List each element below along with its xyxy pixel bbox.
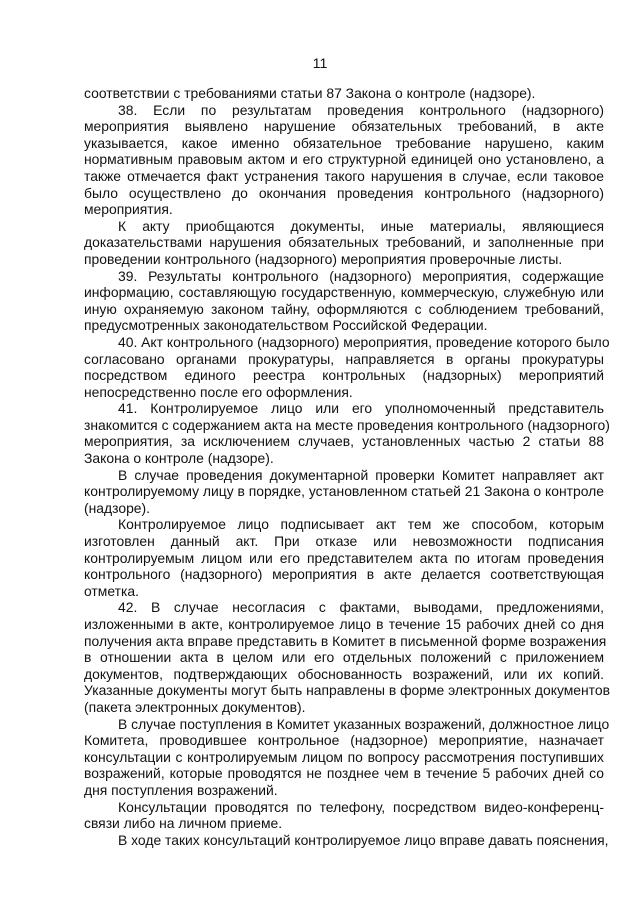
text-line: изложенными в акте, контролируемое лицо в течение 15 рабочих дней со дня (84, 616, 604, 632)
text-line: консультации с контролируемым лицом по вопросу рассмотрения поступивших (84, 748, 604, 765)
text-line: мероприятия. (84, 201, 173, 218)
text-line: проведении контрольного (надзорного) мероприятия проверочные листы. (84, 250, 563, 267)
text-line: мероприятия, за исключением случаев, установленных частью 2 статьи 88 (84, 433, 604, 450)
text-line: согласовано органами прокуратуры, направляется в органы прокуратуры (84, 350, 604, 367)
text-line: изготовлен данный акт. При отказе или невозможности подписания (84, 533, 604, 550)
text-line: 41. Контролируемое лицо или его уполномоченный представитель (118, 400, 604, 417)
text-line: посредством единого реестра контрольных (надзорных) мероприятий (84, 367, 604, 384)
text-line: В случае проведения документарной проверки Комитет направляет акт (118, 466, 604, 483)
text-line: мероприятия выявлено нарушение обязательных требований, в акте (84, 118, 604, 135)
text-line: также отмечается факт устранения такого нарушения в случае, если таковое (84, 167, 604, 184)
text-line: 42. В случае несогласия с фактами, выводами, предложениями, (118, 599, 604, 616)
text-line: было осуществлено до окончания проведения контрольного (надзорного) (84, 184, 604, 201)
text-line: Комитета, проводившее контрольное (надзорное) мероприятие, назначает (84, 732, 604, 749)
text-line: нормативным правовым актом и его структурной единицей оно установлено, а (84, 151, 604, 168)
text-line: непосредственно после его оформления. (84, 383, 353, 400)
text-line: знакомится с содержанием акта на месте проведения контрольного (надзорного) (84, 416, 610, 433)
text-line: иную охраняемую законом тайну, оформляются с соблюдением требований, (84, 300, 604, 317)
text-line: (пакета электронных документов). (84, 698, 306, 715)
document-body (84, 85, 610, 848)
text-line: 39. Результаты контрольного (надзорного) мероприятия, содержащие (118, 267, 604, 284)
text-line: предусмотренных законодательством Российской Федерации. (84, 317, 488, 334)
text-line: Указанные документы могут быть направлены в форме электронных документов (84, 682, 610, 699)
text-line: информацию, составляющую государственную, коммерческую, служебную или (84, 284, 604, 301)
text-line: Контролируемое лицо подписывает акт тем же способом, которым (118, 516, 604, 533)
text-line: контрольного (надзорного) мероприятия в акте делается соответствующая (84, 566, 604, 583)
text-line: отметка. (84, 582, 139, 599)
text-line: контролируемым лицом или его представителем акта по итогам проведения (84, 549, 604, 566)
text-line: Консультации проводятся по телефону, посредством видео-конференц- (118, 798, 604, 815)
text-line: (надзоре). (84, 499, 151, 516)
text-line: получения акта вправе представить в Комитет в письменной форме возражения (84, 632, 607, 649)
text-line: дня поступления возражений. (84, 781, 278, 798)
text-line: связи либо на личном приеме. (84, 815, 283, 832)
text-line: документов, подтверждающих обоснованность возражений, или их копий. (84, 665, 604, 682)
text-line: 40. Акт контрольного (надзорного) мероприятия, проведение которого было (118, 333, 610, 350)
text-line: Закона о контроле (надзоре). (84, 450, 274, 467)
text-line: возражений, которые проводятся не позднее чем в течение 5 рабочих дней со (84, 765, 604, 782)
text-line: контролируемому лицу в порядке, установленном статьей 21 Закона о контроле (84, 483, 604, 500)
text-line: соответствии с требованиями статьи 87 Закона о контроле (надзоре). (84, 85, 536, 101)
text-line: доказательствами нарушения обязательных требований, и заполненные при (84, 234, 604, 251)
text-line: указывается, какое именно обязательное требование нарушено, каким (84, 134, 604, 151)
text-line: В случае поступления в Комитет указанных возражений, должностное лицо (118, 715, 610, 732)
text-line: В ходе таких консультаций контролируемое лицо вправе давать пояснения, (118, 831, 609, 848)
text-line: в отношении акта в целом или его отдельных положений с приложением (84, 649, 604, 666)
text-line: К акту приобщаются документы, иные материалы, являющиеся (118, 217, 604, 234)
text-line: 38. Если по результатам проведения контрольного (надзорного) (118, 101, 604, 118)
page-number: 11 (312, 56, 328, 72)
